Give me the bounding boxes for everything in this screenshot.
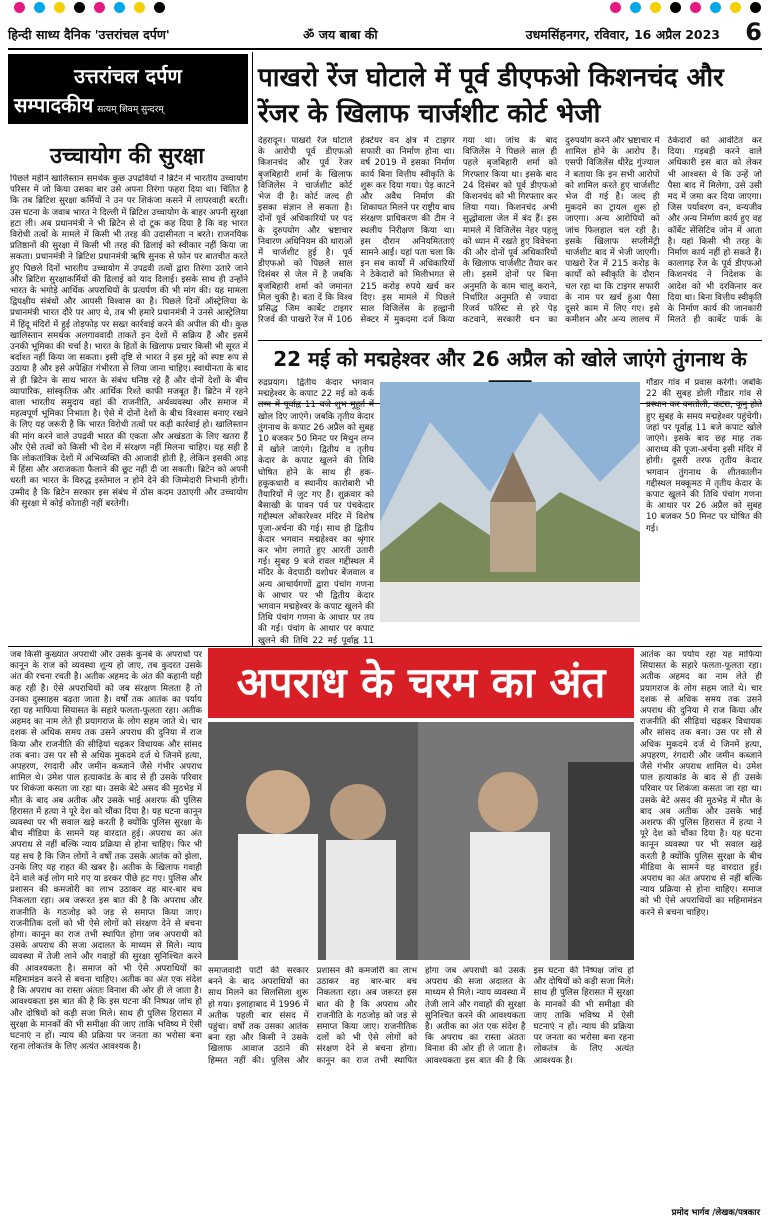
story1-headline: पाखरो रेंज घोटाले में पूर्व डीएफओ किशनचंद और रेंजर के खिलाफ चार्जशीट कोर्ट भेजी <box>258 63 724 129</box>
registration-dots-left <box>14 2 165 16</box>
story2-text: रुद्रप्रयाग। द्वितीय केदार भगवान मद्महेश्वर के कपाट 22 मई को कर्क लग्न में पूर्वाह्न 11 बजे शुभ मुहूर्त में खोल दिए जाएंगे। जबकि तृतीय केदार तुंगनाथ के कपाट 26 अप्रैल को सुबह 10 बजकर 50 मिनट पर मिथुन लग्न में खोले जाएंगे। द्वितीय व तृतीय केदार के कपाट खुलने की तिथि घोषित होने के साथ ही हक-हकूकधारी व स्थानीय कारोबारी भी तैयारियों में जुट गए हैं। शुक्रवार को बैसाखी के पावन पर्व पर पंचकेदार गद्दीस्थल ओंकारेश्वर मंदिर में विशेष पूजा-अर्चना की गई। साथ ही द्वितीय केदार भगवान मद्महेश्वर का श्रृंगार कर भोग लगाते हुए आरती उतारी गई। सुबह 9 बजे रावल गद्दीस्थल में मंदिर के वेदपाठी यशोधर बेंजवाल व अन्य आचार्यगणों द्वारा पंचांग गणना के आधार पर भी द्वितीय केदार भगवान मद्महेश्वर के कपाट खुलने की तिथि पंचांग गणना के आधार पर तय की गई। पंचांग के आधार पर कपाट खुलने की तिथि 22 मई पूर्वाह्न 11 <box>258 378 374 646</box>
dateline: उधमसिंहनगर, रविवार, 16 अप्रैल 2023 <box>525 27 720 42</box>
masthead <box>8 18 762 50</box>
story3-text-bottom: समाजवादी पार्टी की सरकार बनने के बाद अपराधियों का साथ मिलने का सिलसिला शुरू हो गया। इलाहाबाद में 1996 में अतीक पहली बार संसद में पहुंचा। वर्षों तक उसका आतंक बना रहा और किसी ने उसके खिलाफ आवाज उठाने की हिम्मत नहीं की। पुलिस और प्रशासन की कमजोरी का लाभ उठाकर वह बार-बार बच निकलता रहा। अब जरूरत इस बात की है कि अपराध और राजनीति के गठजोड़ को जड़ से समाप्त किया जाए। राजनीतिक दलों को भी ऐसे लोगों को संरक्षण देने से बचना होगा। कानून का राज तभी स्थापित होगा जब अपराधी को उसके अपराध की सजा अदालत के माध्यम से मिले। न्याय व्यवस्था में तेजी लाने और गवाहों की सुरक्षा सुनिश्चित करने की आवश्यकता है। अतीक का अंत एक संदेश है कि अपराध का रास्ता अंततः विनाश की ओर ही ले जाता है। आवश्यकता इस बात की है कि इस घटना की निष्पक्ष जांच हो और दोषियों को कड़ी सजा मिले। साथ ही पुलिस हिरासत में सुरक्षा के मानकों की भी समीक्षा की जाए ताकि भविष्य में ऐसी घटनाएं न हों। न्याय की प्रक्रिया पर जनता का भरोसा बना रहना लोकतंत्र के लिए अत्यंत आवश्यक है। <box>208 966 634 1066</box>
temple-illustration <box>380 382 640 622</box>
story1-body <box>258 136 762 332</box>
editorial-headline: उच्चायोग की सुरक्षा <box>49 144 205 169</box>
story2-body <box>258 378 374 646</box>
byline: प्रमोद भार्गव /लेखक/पत्रकार <box>671 1208 760 1218</box>
masthead-slogan: जय बाबा की <box>318 27 378 42</box>
story1-text: देहरादून। पाखरो रेंज घोटाले के आरोपी पूर्व डीएफओ किशनचंद और पूर्व रेंजर बृजबिहारी शर्मा के खिलाफ विजिलेंस ने चार्जशीट कोर्ट भेज दी है। कोर्ट जल्द ही इसका संज्ञान ले सकता है। दोनों पूर्व अधिकारियों पर पद के दुरुपयोग और भ्रष्टाचार निवारण अधिनियम की धाराओं में चार्जशीट हुई है। पूर्व डीएफओ को पिछले साल दिसंबर से जेल में है जबकि बृजबिहारी शर्मा को जमानत मिल चुकी है। बता दें कि विश्व प्रसिद्ध जिम कार्बेट टाइगर रिजर्व की पाखरो रेंज में 106 हेक्टेयर वन क्षेत्र में टाइगर सफारी का निर्माण होना था। वर्ष 2019 में इसका निर्माण कार्य बिना वित्तीय स्वीकृति के शुरू कर दिया गया। पेड़ काटने और अवैध निर्माण की शिकायत मिलने पर राष्ट्रीय बाघ संरक्षण प्राधिकरण की टीम ने स्थलीय निरीक्षण किया था। इस दौरान अनियमितताएं सामने आईं। यहां पता चला कि इन सब कार्यों में अधिकारियों ने ठेकेदारों को मिलीभगत से 215 करोड़ रुपये खर्च कर दिए। इस मामले में पिछले साल विजिलेंस के हल्द्वानी सेक्टर में मुकदमा दर्ज किया गया था। जांच के बाद विजिलेंस ने पिछले साल ही पहले बृजबिहारी शर्मा को गिरफ्तार किया था। इसके बाद 24 दिसंबर को पूर्व डीएफओ किशनचंद को भी गिरफ्तार कर लिया गया। किशनचंद अभी सुद्धोवाला जेल में बंद हैं। इस मामले में विजिलेंस नेहर पहलू को ध्यान में रखते हुए विवेचना की और दोनों पूर्व अधिकारियों के खिलाफ चार्जशीट तैयार कर ली। इसमें दोनों पर बिना अनुमति के काम चालू कराने, निर्धारित अनुमति से ज्यादा रिजर्व फॉरेस्ट से हरे पेड़ कटवाने, सरकारी धन का दुरुपयोग करने और भ्रष्टाचार में शामिल होने के आरोप हैं। एसपी विजिलेंस धीरेंद्र गुंज्याल ने बताया कि इन सभी आरोपों को शामिल करते हुए चार्जशीट भेज दी गई है। जल्द ही मुकदमे का ट्रायल शुरू हो जाएगा। अन्य आरोपियों को जांच फिलहाल चल रही है। इसके खिलाफ सप्लीमेंट्री चार्जशीट बाद में भेजी जाएगी। पाखरो रेंज में 215 करोड़ के कार्यों को स्वीकृति के दौरान चल रहा था कि टाइगर सफारी के नाम पर खर्च हुआ पैसा दूसरे काम में लिए गए। इसे कमीशन और अन्य लालच में ठेकेदारों को आवंटित कर दिया। गड़बड़ी करने वाले अधिकारी इस बात को लेकर भी आश्वस्त थे कि उन्हें जो पैसा बाद में मिलेगा, उसे उसी मद में जमा कर दिया जाएगा। जिस पर्यावरण वन, वन्यजीव और अन्य निर्माण कार्य हुए वह कॉर्बेट सेंसिटिव जोन में आता है। यहां किसी भी तरह के निर्माण कार्य नहीं हो सकते हैं। कालागढ़ रेंज के पूर्व डीएफओ किशनचंद ने निदेशक के आदेश को भी दरकिनार कर दिया था। बिना वित्तीय स्वीकृति के निर्माण कार्य की जानकारी मिलते ही कार्बेट पार्क के <box>258 136 762 326</box>
story3-body-right <box>640 650 762 1202</box>
om-symbol-icon: ॐ <box>303 27 319 42</box>
story3-text-right: आतंक का पर्याय रहा यह माफिया सियासत के सहारे फलता-फूलता रहा। अतीक अहमद का नाम लेते ही प्रयागराज के लोग सहम जाते थे। चार दशक से अधिक समय तक उसने अपराध की दुनिया में राज किया और राजनीति की सीढ़ियां चढ़कर विधायक और सांसद तक बना। उस पर सौ से अधिक मुकदमे दर्ज थे जिनमें हत्या, अपहरण, रंगदारी और जमीन कब्जाने जैसे गंभीर अपराध शामिल थे। उमेश पाल हत्याकांड के बाद से ही उसके परिवार पर शिकंजा कसता जा रहा था। उसके बेटे असद की मुठभेड़ में मौत के बाद अब अतीक और उसके भाई अशरफ की पुलिस हिरासत में हत्या ने पूरे देश को चौंका दिया है। यह घटना कानून व्यवस्था पर भी सवाल खड़े करती है क्योंकि पुलिस सुरक्षा के बीच मीडिया के सामने यह वारदात हुई। अपराध का अंत अपराध से नहीं बल्कि न्याय प्रक्रिया से होना चाहिए। समाज को भी ऐसे अपराधियों का महिमामंडन करने से बचना चाहिए। <box>640 650 762 918</box>
editorial-title-top: उत्तरांचल दर्पण <box>8 54 248 91</box>
story3-text: जब किसी कुख्यात अपराधी और उसके कुनबे के अपराधों पर कानून के राज को व्यवस्था शून्य हो जाए, तब कुदरत उसके अंत की रचना रचती है। अतीक अहमद के अंत की कहानी यही कह रही है। ऐसे अपराधियों को जब संरक्षण मिलता है तो उनका दुस्साहस बढ़ता जाता है। वर्षों तक आतंक का पर्याय रहा यह माफिया सियासत के सहारे फलता-फूलता रहा। अतीक अहमद का नाम लेते ही प्रयागराज के लोग सहम जाते थे। चार दशक से अधिक समय तक उसने अपराध की दुनिया में राज किया और राजनीति की सीढ़ियां चढ़कर विधायक और सांसद तक बना। उस पर सौ से अधिक मुकदमे दर्ज थे जिनमें हत्या, अपहरण, रंगदारी और जमीन कब्जाने जैसे गंभीर अपराध शामिल थे। उमेश पाल हत्याकांड के बाद से ही उसके परिवार पर शिकंजा कसता जा रहा था। उसके बेटे असद की मुठभेड़ में मौत के बाद अब अतीक और उसके भाई अशरफ की पुलिस हिरासत में हत्या ने पूरे देश को चौंका दिया है। यह घटना कानून व्यवस्था पर भी सवाल खड़े करती है क्योंकि पुलिस सुरक्षा के बीच मीडिया के सामने यह वारदात हुई। अपराध का अंत अपराध से नहीं बल्कि न्याय प्रक्रिया से होना चाहिए। फिर भी यह सच है कि जिन लोगों ने वर्षों तक उसके आतंक को झेला, उनके लिए यह राहत की खबर है। अतीक के खिलाफ गवाही देने वाले कई लोग मारे गए या डरकर पीछे हट गए। पुलिस और प्रशासन की कमजोरी का लाभ उठाकर वह बार-बार बच निकलता रहा। अब जरूरत इस बात की है कि अपराध और राजनीति के गठजोड़ को जड़ से समाप्त किया जाए। राजनीतिक दलों को भी ऐसे लोगों को संरक्षण देने से बचना होगा। कानून का राज तभी स्थापित होगा जब अपराधी को उसके अपराध की सजा अदालत के माध्यम से मिले। न्याय व्यवस्था में तेजी लाने और गवाहों की सुरक्षा सुनिश्चित करने की आवश्यकता है। समाज को भी ऐसे अपराधियों का महिमामंडन करने से बचना चाहिए। अतीक का अंत एक संदेश है कि अपराध का रास्ता अंततः विनाश की ओर ही ले जाता है। आवश्यकता इस बात की है कि इस घटना की निष्पक्ष जांच हो और दोषियों को कड़ी सजा मिले। साथ ही पुलिस हिरासत में सुरक्षा के मानकों की भी समीक्षा की जाए ताकि भविष्य में ऐसी घटनाएं न हों। न्याय की प्रक्रिया पर जनता का भरोसा बना रहना लोकतंत्र के लिए अत्यंत आवश्यक है। <box>10 650 202 1053</box>
editorial-title-bottom <box>8 91 248 124</box>
editorial-text: पिछले महीने खालिस्तान समर्थक कुछ उपद्रवियों ने ब्रिटेन में भारतीय उच्चायोग परिसर में जो किया उसका बार उसे अपना तिरंगा फहरा दिया था। चिंतित है कि तब ब्रिटिश सुरक्षा कर्मियों ने उन पर शिकंजा कसने में लापरवाही बरती। उस घटना के जवाब भारत ने दिल्ली में ब्रिटिश उच्चायोग के बाहर अपनी सुरक्षा हटा ली। अब प्रधानमंत्री ने भी ब्रिटेन से दो टूक कह दिया है कि वह भारत विरोधी तत्वों के मामले में किसी भी तरह की उदासीनता न बरते। राजनयिक प्रतिष्ठानों की सुरक्षा में किसी भी तरह की ढिलाई को स्वीकार नहीं किया जा सकता। प्रधानमंत्री ने ब्रिटिश प्रधानमंत्री ऋषि सुनक से फोन पर बातचीत करते हुए पिछले दिनों भारतीय उच्चायोग में उपद्रवी तत्वों द्वारा तिरंगा उतारे जाने और ब्रिटिश सुरक्षाकर्मियों की ढिलाई को याद दिलाई। इसके साथ ही उन्होंने भारत के भगोड़े आर्थिक अपराधियों के प्रत्यर्पण की भी मांग की। यह मामला द्विपक्षीय संबंधों और आपसी विश्वास का है। पिछले दिनों ऑस्ट्रेलिया के प्रधानमंत्री भारत दौरे पर आए थे, तब भी हमारे प्रधानमंत्री ने उनसे आस्ट्रेलिया में हिंदू मंदिरों में हुई तोड़फोड़ पर सख्त कार्रवाई करने की अपील की थी। कुछ खालिस्तान समर्थक अलगाववादी ताकतें इन देशों में सक्रिय हैं और इसमें उनकी भूमिका की चर्चा है। भारत के हितों के खिलाफ प्रचार किसी भी सूरत में बर्दाश्त नहीं किया जा सकता। इसी दृष्टि से भारत ने इस मुद्दे को स्पष्ट रूप से उठाया है और इसे अपेक्षित गंभीरता से लिया जाना चाहिए। स्वाधीनता के बाद से ही ब्रिटेन के साथ भारत के संबंध घनिष्ठ रहे हैं और दोनों देशों के बीच व्यापारिक, सांस्कृतिक और आर्थिक रिश्ते काफी मजबूत हैं। ब्रिटेन में रहने वाला भारतीय समुदाय वहां की राजनीति, अर्थव्यवस्था और समाज में महत्वपूर्ण भूमिका निभाता है। ऐसे में दोनों देशों के बीच विश्वास बनाए रखने के लिए यह जरूरी है कि भारत विरोधी तत्वों पर कड़ी कार्रवाई हो। खालिस्तान की मांग करने वाले उपद्रवी भारत की एकता और अखंडता के लिए खतरा हैं और ऐसे तत्वों को किसी भी देश में संरक्षण नहीं मिलना चाहिए। यह सही है कि लोकतांत्रिक देशों में अभिव्यक्ति की आजादी होती है, लेकिन इसकी आड़ में हिंसा और अराजकता फैलाने की छूट नहीं दी जा सकती। ब्रिटेन को अपनी धरती का भारत के विरुद्ध इस्तेमाल न होने देने की जिम्मेदारी निभानी होगी। उम्मीद है कि ब्रिटेन सरकार इस संबंध में ठोस कदम उठाएगी और उच्चायोग की सुरक्षा में कोई कोताही नहीं बरतेगी। <box>10 174 248 509</box>
story2-headline: 22 मई को मद्महेश्वर और 26 अप्रैल को खोले जाएंगे तुंगनाथ के <box>258 340 762 404</box>
story3-photo-illustration <box>208 722 634 960</box>
story3-headline: अपराध के चरम का अंत <box>208 648 634 718</box>
temple-photo <box>380 382 640 622</box>
story2-body-cont <box>646 378 762 646</box>
masthead-center <box>303 26 378 43</box>
story3-body-bottom <box>208 966 634 1206</box>
registration-dots-right <box>610 2 761 16</box>
editorial-label: सम्पादकीय <box>14 93 94 117</box>
editorial-tagline: सत्यम् शिवम् सुन्दरम् <box>97 105 164 115</box>
story3-photo <box>208 722 634 960</box>
editorial-title-box <box>8 54 248 134</box>
paper-name: हिन्दी साध्य दैनिक 'उत्तरांचल दर्पण' <box>8 27 170 42</box>
page-number: 6 <box>745 18 762 46</box>
section-rule <box>8 646 762 647</box>
story2-text-cont: गौंडार गांव में प्रवास करेगी। जबकि 22 की सुबह डोली गौंडार गांव से प्रस्थान कर बनतोली, कटरा, कूनु होते हुए सुबह के समय मद्महेश्वर पहुंचेगी। जहां पर पूर्वाह्न 11 बजे कपाट खोले जाएंगे। इसके बाद छह माह तक आराध्य की पूजा-अर्चना इसी मंदिर में होगी। दूसरी तरफ तृतीय केदार भगवान तुंगनाथ के शीतकालीन गद्दीस्थल मक्कूमठ में तृतीय केदार के कपाट खुलने की तिथि पंचांग गणना के आधार पर 26 अप्रैल को सुबह 10 बजकर 50 मिनट पर घोषित की गई। <box>646 378 762 534</box>
story3-body <box>10 650 202 1216</box>
column-rule <box>252 52 253 646</box>
editorial-body <box>10 174 248 644</box>
